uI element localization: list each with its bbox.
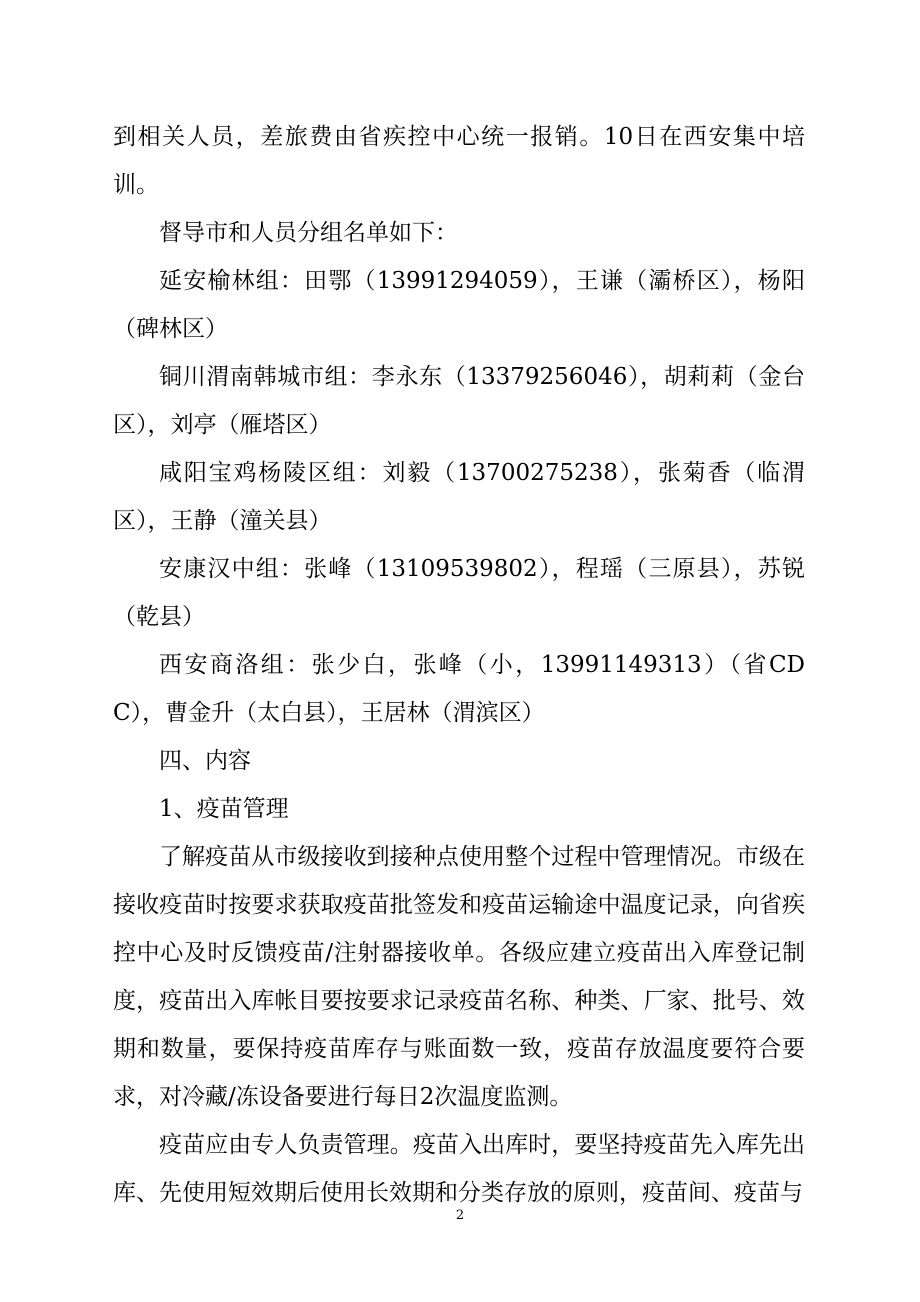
page-number: 2: [455, 1208, 465, 1223]
paragraph-group-tongchuan-weinan-hancheng: 铜川渭南韩城市组：李永东（13379256046），胡莉莉（金台区），刘亭（雁塔区）: [113, 364, 805, 438]
section-heading-content: 四、内容: [159, 748, 251, 774]
subsection-heading-vaccine-management: 1、疫苗管理: [159, 796, 289, 822]
paragraph-vaccine-custodian: 疫苗应由专人负责管理。疫苗入出库时，要坚持疫苗先入库先出库、先使用短效期后使用长效期和分类存放的原则，疫苗间、疫苗与: [113, 1132, 805, 1206]
paragraph-group-xianyang-baoji-yangling: 咸阳宝鸡杨陵区组：刘毅（13700275238），张菊香（临渭区），王静（潼关县）: [113, 460, 805, 534]
paragraph-group-ankang-hanzhong: 安康汉中组：张峰（13109539802），程瑶（三原县），苏锐（乾县）: [113, 556, 805, 630]
paragraph-group-yanan-yulin: 延安榆林组：田鄂（13991294059），王谦（灞桥区），杨阳（碑林区）: [113, 268, 805, 342]
paragraph-group-list-intro: 督导市和人员分组名单如下：: [159, 220, 458, 246]
paragraph-group-xian-shangluo: 西安商洛组：张少白，张峰（小，13991149313）（省CDC），曹金升（太白县），王居林（渭滨区）: [113, 652, 805, 726]
paragraph-travel-expenses: 到相关人员，差旅费由省疾控中心统一报销。10日在西安集中培训。: [113, 124, 805, 198]
body-text: [113, 113, 805, 1217]
paragraph-vaccine-flow: 了解疫苗从市级接收到接种点使用整个过程中管理情况。市级在接收疫苗时按要求获取疫苗批签发和疫苗运输途中温度记录，向省疾控中心及时反馈疫苗/注射器接收单。各级应建立疫苗出入库登记制度，疫苗出入库帐目要按要求记录疫苗名称、种类、厂家、批号、效期和数量，要保持疫苗库存与账面数一致，疫苗存放温度要符合要求，对冷藏/冻设备要进行每日2次温度监测。: [113, 844, 805, 1110]
